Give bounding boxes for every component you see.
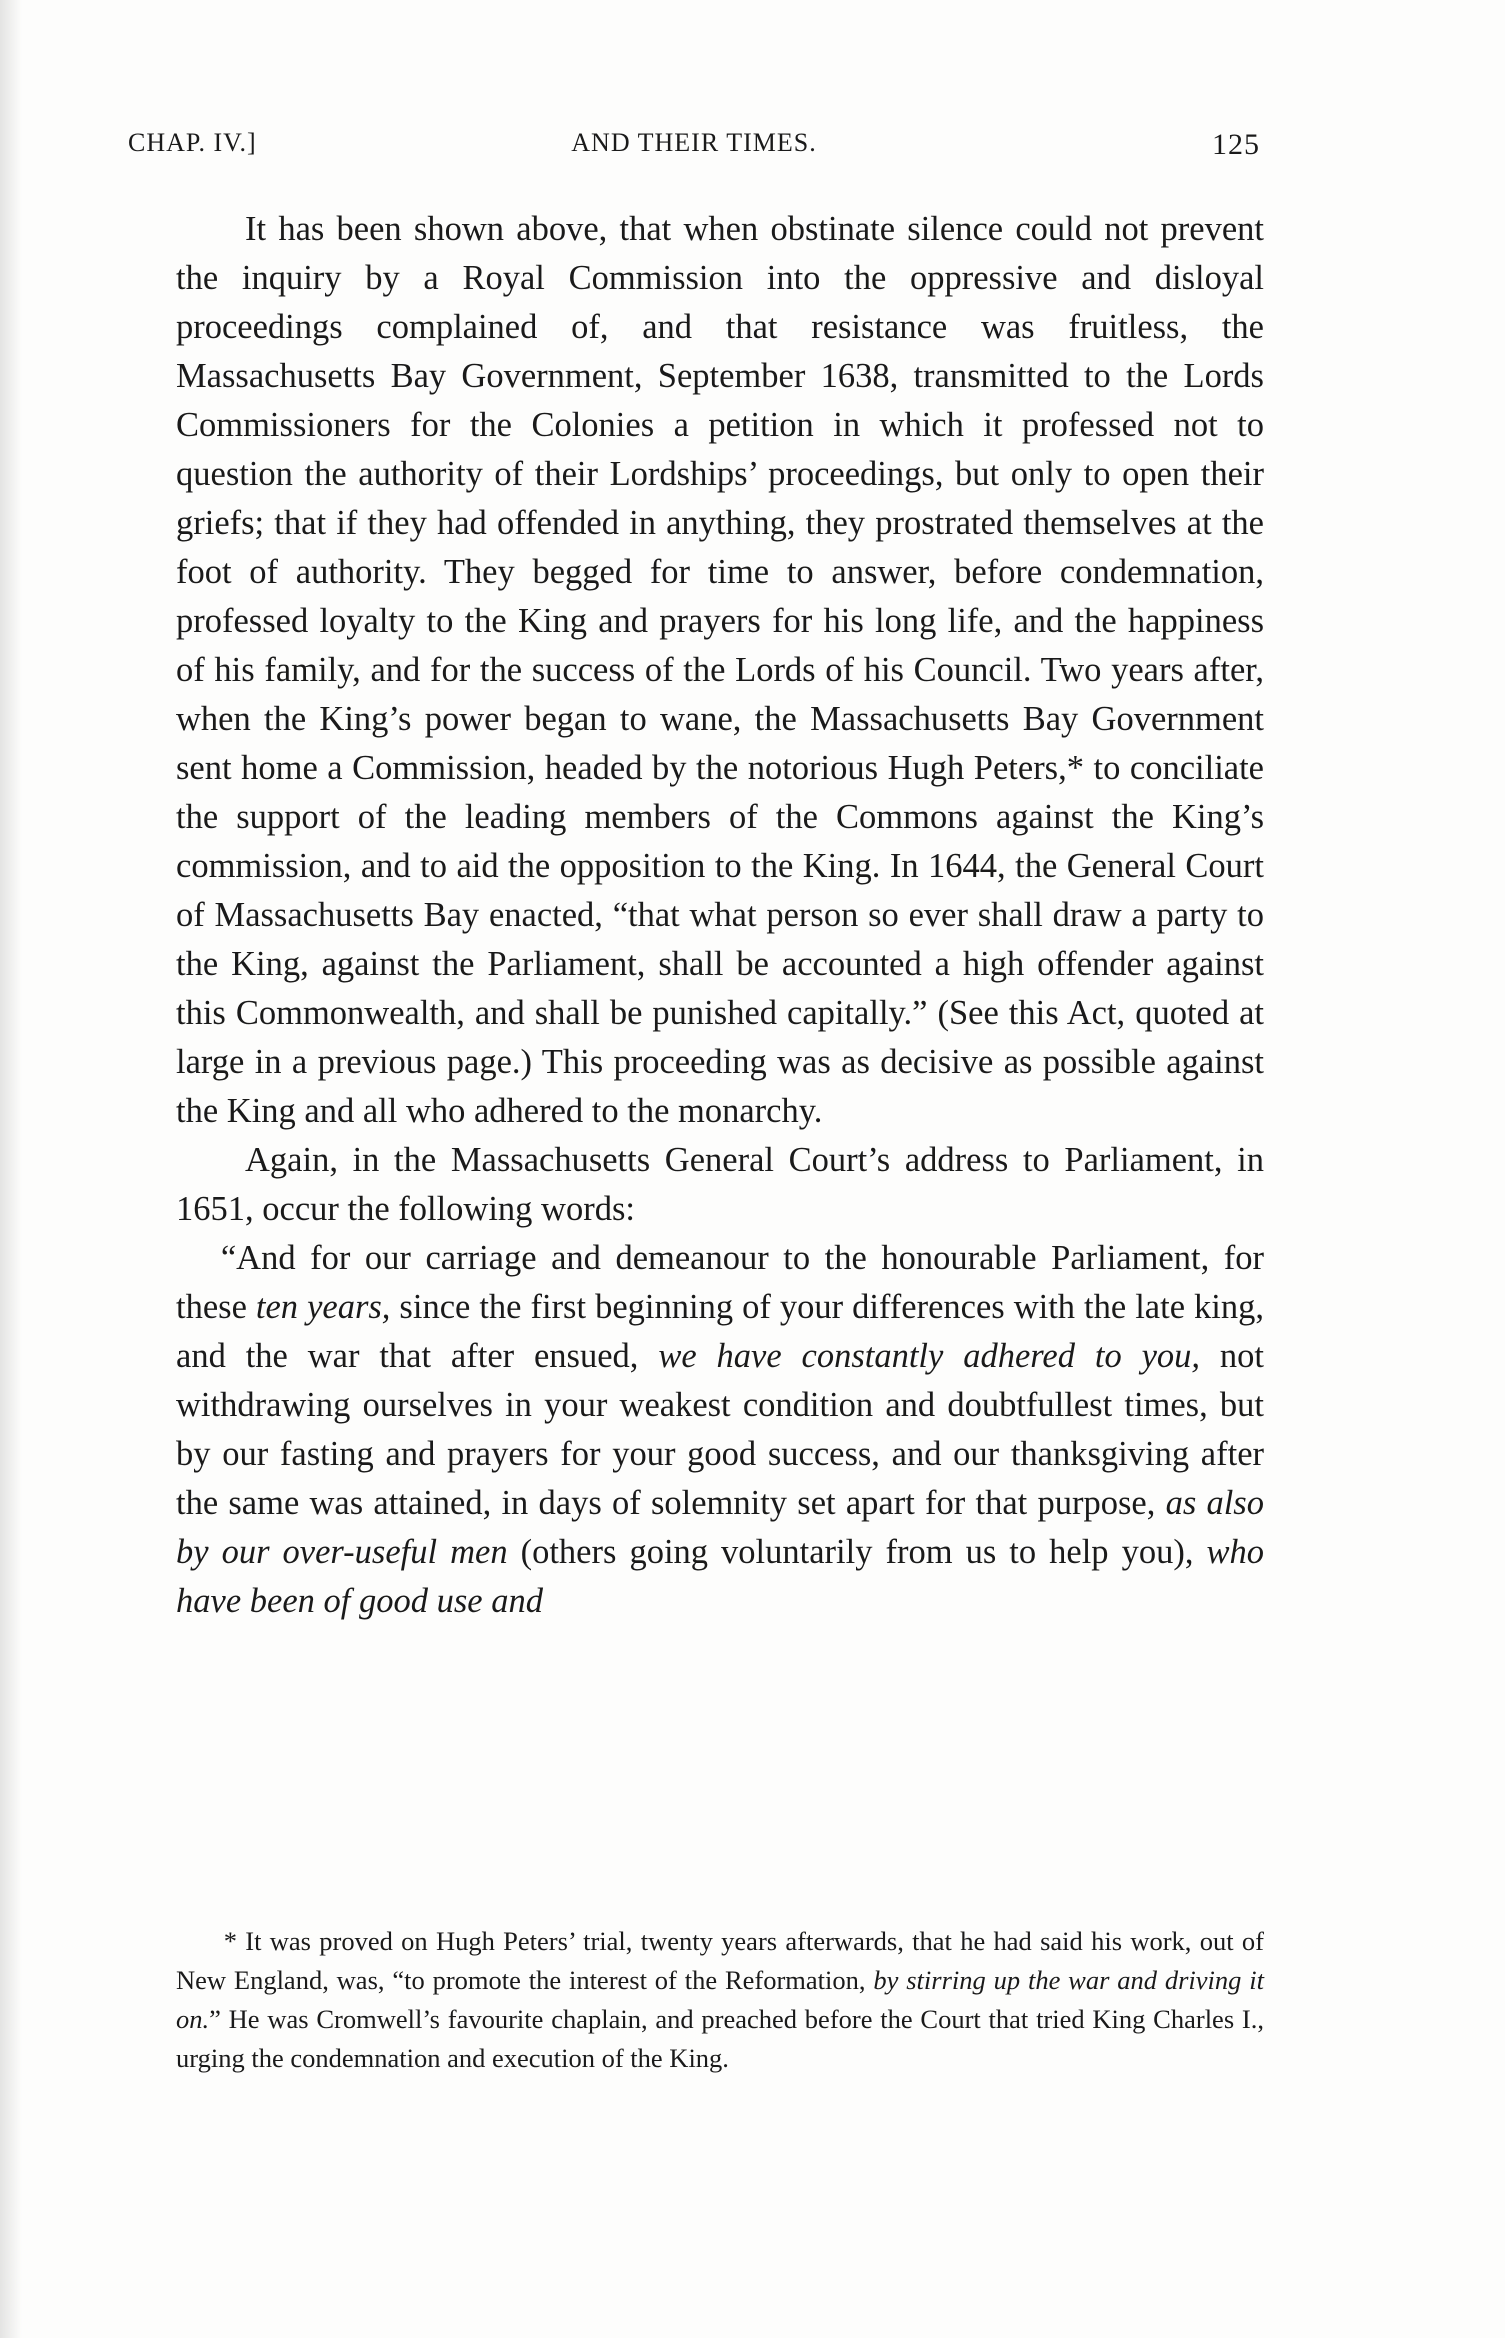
running-title: AND THEIR TIMES. <box>571 128 817 157</box>
footnote <box>176 1922 1264 2078</box>
chapter-label: CHAP. IV.] <box>128 128 257 157</box>
binding-shadow <box>0 0 22 2338</box>
main-text <box>176 205 1264 1626</box>
paragraph-petition: It has been shown above, that when obstinate silence could not prevent the inquiry by a Royal Commission into the oppressive and disloyal proceedings complained of, and that resistance was fruitless, the Massachusetts Bay Government, September 1638, transmitted to the Lords Commissioners for the Colonies a petition in which it professed not to question the authority of their Lordships’ proceedings, but only to open their griefs; that if they had offended in anything, they prostrated themselves at the foot of authority. They begged for time to answer, before condemnation, professed loyalty to the King and prayers for his long life, and the happiness of his family, and for the success of the Lords of his Council. Two years after, when the King’s power began to wane, the Massachusetts Bay Government sent home a Commission, headed by the notorious Hugh Peters,* to conciliate the support of the leading members of the Commons against the King’s commission, and to aid the opposition to the King. In 1644, the General Court of Massachusetts Bay enacted, “that what person so ever shall draw a party to the King, against the Parliament, shall be accounted a high offender against this Commonwealth, and shall be punished capitally.” (See this Act, quoted at large in a previous page.) This proceeding was as decisive as possible against the King and all who adhered to the monarchy. <box>176 210 1264 1130</box>
paragraph-address-intro: Again, in the Massachusetts General Court’s address to Parliament, in 1651, occur the following words: <box>176 1141 1264 1228</box>
quote-text-2: since the first beginning of your differences with the late king, and the war that after ensued, <box>176 1288 1264 1375</box>
quote-text-3: not withdrawing ourselves in your weakest condition and doubtfullest times, but by our fasting and prayers for your good success, and our thanksgiving after the same was attained, in days of solemnity set apart for that purpose, <box>176 1337 1264 1522</box>
page-number: 125 <box>1212 128 1260 161</box>
quote-italic-2: we have constantly adhered to you, <box>658 1337 1201 1375</box>
footnote-paragraph <box>176 1922 1264 2078</box>
quote-text-4: (others going voluntarily from us to help you), <box>507 1533 1207 1571</box>
quote-text-1: “And for our carriage and demeanour to the honourable Parliament, for these <box>176 1239 1264 1326</box>
paragraph-quotation <box>176 1234 1264 1626</box>
quote-italic-4: who have been of good use and <box>176 1533 1264 1620</box>
quote-italic-1: ten years, <box>255 1288 391 1326</box>
footnote-italic: by stirring up the war and driving it on. <box>176 1965 1264 2034</box>
quote-italic-3: as also by our over-useful men <box>176 1484 1264 1571</box>
running-head <box>128 128 1260 168</box>
footnote-text-1: * It was proved on Hugh Peters’ trial, twenty years afterwards, that he had said his work, out of New England, was, “to promote the interest of the Reformation, <box>176 1926 1264 1995</box>
footnote-text-2: ” He was Cromwell’s favourite chaplain, and preached before the Court that tried King Charles I., urging the condemnation and execution of the King. <box>176 2004 1264 2073</box>
